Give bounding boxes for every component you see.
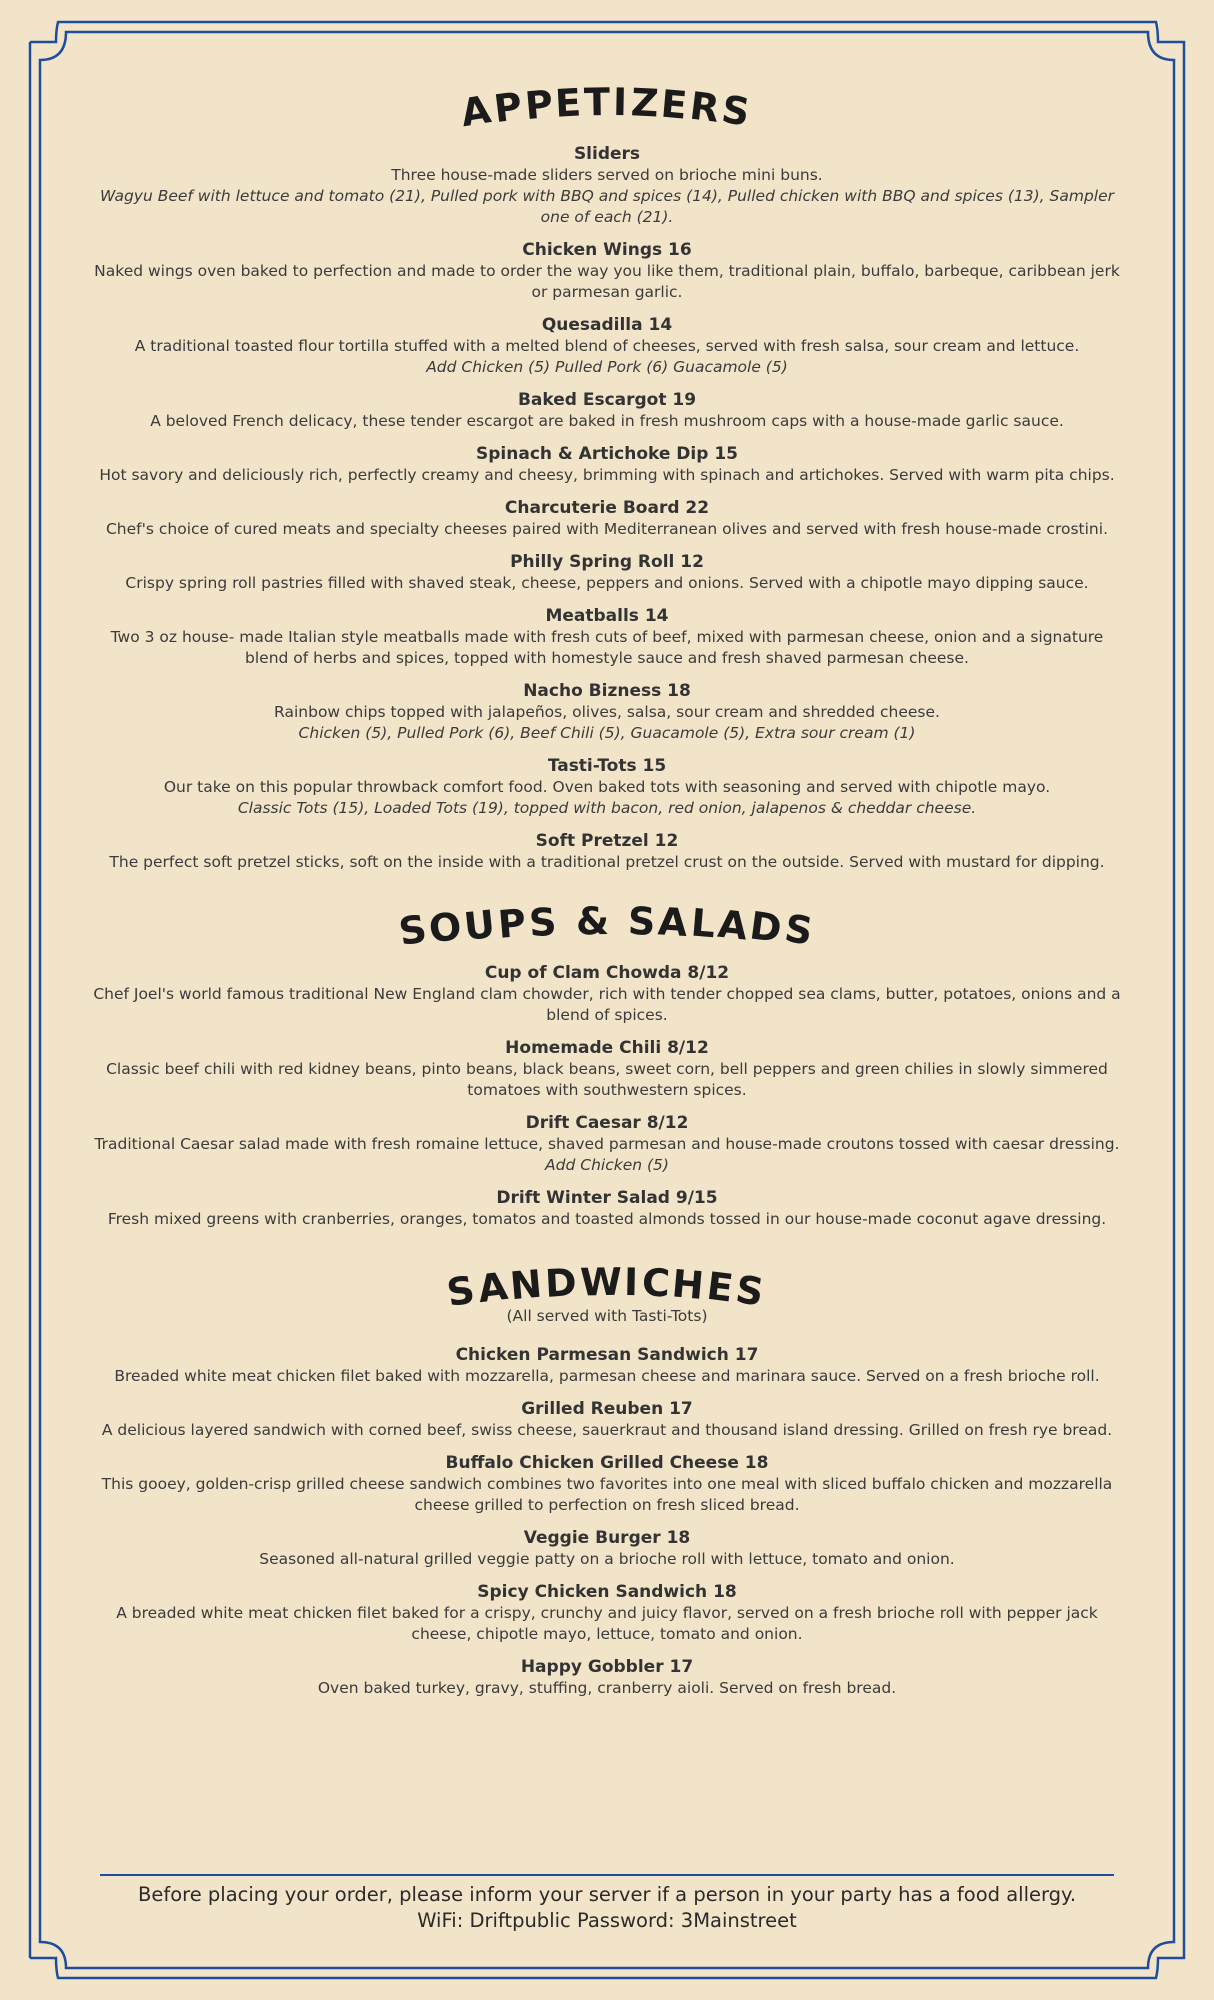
title-letter: H — [670, 1261, 710, 1309]
menu-item — [90, 756, 1124, 819]
menu-item-description: The perfect soft pretzel sticks, soft on the inside with a traditional pretzel crust on the outside. Served with mustard for dipping. — [109, 853, 1105, 871]
menu-item — [90, 240, 1124, 303]
menu-item-description: Hot savory and deliciously rich, perfectly creamy and cheesy, brimming with spinach and artichokes. Served with warm pita chips. — [99, 466, 1115, 484]
menu-item-description: Classic beef chili with red kidney beans, pinto beans, black beans, sweet corn, bell peppers and green chilies in slowly simmered tomatoes with southwestern spices. — [106, 1060, 1108, 1099]
menu-item-name: Nacho Bizness 18 — [523, 681, 691, 701]
menu-item-name: Grilled Reuben 17 — [521, 1399, 693, 1419]
menu-item-description: Rainbow chips topped with jalapeños, olives, salsa, sour cream and shredded cheese. — [274, 703, 940, 721]
menu-content — [90, 78, 1124, 1711]
title-letter: P — [522, 81, 558, 129]
title-letter: S — [719, 86, 756, 136]
menu-item — [90, 390, 1124, 432]
menu-item — [90, 1657, 1124, 1699]
menu-item-name: Happy Gobbler 17 — [520, 1657, 694, 1677]
menu-item-options: Classic Tots (15), Loaded Tots (19), topped with bacon, red onion, jalapenos & cheddar cheese. — [237, 799, 977, 817]
title-letter: & — [575, 898, 613, 944]
section-subtitle: (All served with Tasti-Tots) — [506, 1307, 708, 1325]
title-letter: S — [395, 905, 433, 955]
title-letter: C — [640, 1260, 674, 1306]
menu-item-description: Oven baked turkey, gravy, stuffing, cranberry aioli. Served on fresh bread. — [317, 1679, 897, 1697]
title-letter: U — [462, 901, 501, 949]
menu-item-description: A delicious layered sandwich with corned beef, swiss cheese, sauerkraut and thousand island dressing. Grilled on fresh rye bread. — [101, 1421, 1113, 1439]
menu-item-name: Spicy Chicken Sandwich 18 — [477, 1582, 737, 1602]
menu-item — [90, 1528, 1124, 1570]
menu-section — [90, 1258, 1124, 1699]
title-letter: S — [527, 899, 561, 946]
menu-item — [90, 1188, 1124, 1230]
menu-item-description: Chef's choice of cured meats and specialty cheeses paired with Mediterranean olives and served with fresh house-made crostini. — [105, 520, 1108, 538]
menu-item-description: This gooey, golden-crisp grilled cheese sandwich combines two favorites into one meal with sliced buffalo chicken and mozzarella cheese grilled to perfection on fresh sliced bread. — [101, 1475, 1113, 1514]
menu-item-description: A traditional toasted flour tortilla stuffed with a melted blend of cheeses, served with fresh salsa, sour cream and lettuce. — [134, 337, 1080, 355]
allergy-notice: Before placing your order, please inform your server if a person in your party has a food allergy. — [137, 1883, 1077, 1906]
menu-item — [90, 1582, 1124, 1645]
title-letter: I — [612, 79, 631, 125]
menu-item-name: Cup of Clam Chowda 8/12 — [484, 963, 730, 983]
menu-item — [90, 681, 1124, 744]
section-title — [395, 897, 819, 955]
menu-item-name: Quesadilla 14 — [541, 315, 673, 335]
menu-item-description: Crispy spring roll pastries filled with shaved steak, cheese, peppers and onions. Served with a chipotle mayo dipping sauce. — [125, 574, 1089, 592]
menu-item — [90, 144, 1124, 228]
menu-item-name: Sliders — [573, 144, 641, 164]
title-letter: Z — [629, 80, 663, 126]
menu-item — [90, 606, 1124, 669]
wifi-info: WiFi: Driftpublic Password: 3Mainstreet — [417, 1909, 797, 1932]
menu-item — [90, 1345, 1124, 1387]
title-letter: A — [715, 901, 753, 949]
section-title — [458, 78, 756, 136]
menu-item — [90, 315, 1124, 378]
title-letter — [559, 897, 577, 946]
title-letter: T — [584, 79, 614, 125]
menu-item-name: Veggie Burger 18 — [523, 1528, 691, 1548]
menu-item-description: Fresh mixed greens with cranberries, oranges, tomatos and toasted almonds tossed in our house-made coconut agave dressing. — [107, 1210, 1107, 1228]
title-letter: D — [543, 1260, 581, 1306]
title-letter: E — [659, 81, 692, 128]
menu-item-name: Spinach & Artichoke Dip 15 — [476, 444, 738, 464]
title-letter: S — [627, 898, 660, 945]
menu-item-name: Philly Spring Roll 12 — [510, 552, 704, 572]
menu-item — [90, 831, 1124, 873]
menu-item-options: Add Chicken (5) Pulled Pork (6) Guacamole (5) — [426, 358, 788, 376]
menu-section — [90, 897, 1124, 1230]
menu-item-name: Chicken Wings 16 — [522, 240, 692, 260]
title-letter: I — [624, 1259, 642, 1305]
title-letter: E — [554, 80, 586, 126]
menu-item-description: Naked wings oven baked to perfection and made to order the way you like them, traditional plain, buffalo, barbeque, caribbean jerk or parmesan garlic. — [94, 262, 1120, 301]
menu-item — [90, 963, 1124, 1026]
title-letter: S — [781, 905, 819, 955]
menu-footer — [100, 1874, 1114, 1934]
menu-item-name: Baked Escargot 19 — [517, 390, 697, 410]
menu-item-description: Chef Joel's world famous traditional New England clam chowder, rich with tender chopped sea clams, butter, potatoes, onions and a blend of spices. — [93, 985, 1121, 1024]
menu-item-options: Chicken (5), Pulled Pork (6), Beef Chili (5), Guacamole (5), Extra sour cream (1) — [298, 724, 916, 742]
menu-item — [90, 1113, 1124, 1176]
title-letter: A — [657, 899, 693, 946]
menu-item-description: Two 3 oz house- made Italian style meatballs made with fresh cuts of beef, mixed with parmesan cheese, onion and a signature blend of herbs and spices, topped with homestyle sauce and fresh shaved parmesan cheese. — [110, 628, 1104, 667]
title-letter: S — [444, 1266, 481, 1316]
menu-item-description: A beloved French delicacy, these tender escargot are baked in fresh mushroom caps with a house-made garlic sauce. — [150, 412, 1064, 430]
menu-item-name: Meatballs 14 — [545, 606, 669, 626]
menu-item — [90, 444, 1124, 486]
menu-item-name: Tasti-Tots 15 — [547, 756, 667, 776]
menu-item-options: Add Chicken (5) — [545, 1156, 669, 1174]
menu-item-description: Seasoned all-natural grilled veggie patty on a brioche roll with lettuce, tomato and onion. — [259, 1550, 955, 1568]
title-letter: S — [732, 1266, 770, 1316]
menu-item-description: Traditional Caesar salad made with fresh romaine lettuce, shaved parmesan and house-made croutons tossed with caesar dressing. — [94, 1135, 1120, 1153]
menu-item-name: Charcuterie Board 22 — [504, 498, 710, 518]
menu-item — [90, 1399, 1124, 1441]
title-letter: L — [689, 900, 720, 947]
title-letter: A — [458, 86, 497, 136]
title-letter: E — [704, 1263, 739, 1312]
menu-item-description: Three house-made sliders served on brioche mini buns. — [391, 166, 823, 184]
title-letter: A — [475, 1263, 513, 1312]
title-letter: R — [687, 83, 725, 132]
menu-item-name: Drift Caesar 8/12 — [525, 1113, 689, 1133]
menu-item — [90, 498, 1124, 540]
title-letter: N — [508, 1261, 547, 1309]
section-title-wrap — [90, 78, 1124, 144]
menu-item-name: Chicken Parmesan Sandwich 17 — [455, 1345, 759, 1365]
menu-item-name: Homemade Chili 8/12 — [505, 1038, 709, 1058]
title-letter: O — [426, 903, 468, 952]
title-letter: P — [491, 83, 528, 132]
section-title-wrap — [90, 897, 1124, 963]
title-letter: D — [747, 903, 788, 952]
title-letter: P — [496, 900, 531, 947]
menu-item — [90, 552, 1124, 594]
menu-item — [90, 1038, 1124, 1101]
title-letter — [611, 897, 628, 945]
menu-item-options: Wagyu Beef with lettuce and tomato (21), Pulled pork with BBQ and spices (14), Pulled chicken with BBQ and spices (13), Sampler one of each (21). — [99, 187, 1115, 226]
menu-item-name: Soft Pretzel 12 — [535, 831, 679, 851]
menu-item-description: A breaded white meat chicken filet baked for a crispy, crunchy and juicy flavor, served on a fresh brioche roll with pepper jack cheese, chipotle mayo, lettuce, tomato and onion. — [116, 1604, 1098, 1643]
menu-item — [90, 1453, 1124, 1516]
menu-item-description: Breaded white meat chicken filet baked with mozzarella, parmesan cheese and marinara sauce. Served on a fresh brioche roll. — [114, 1367, 1100, 1385]
menu-item-description: Our take on this popular throwback comfort food. Oven baked tots with seasoning and served with chipotle mayo. — [163, 778, 1051, 796]
menu-item-name: Buffalo Chicken Grilled Cheese 18 — [445, 1453, 769, 1473]
menu-section — [90, 78, 1124, 873]
title-letter: W — [579, 1259, 625, 1305]
menu-item-name: Drift Winter Salad 9/15 — [496, 1188, 718, 1208]
